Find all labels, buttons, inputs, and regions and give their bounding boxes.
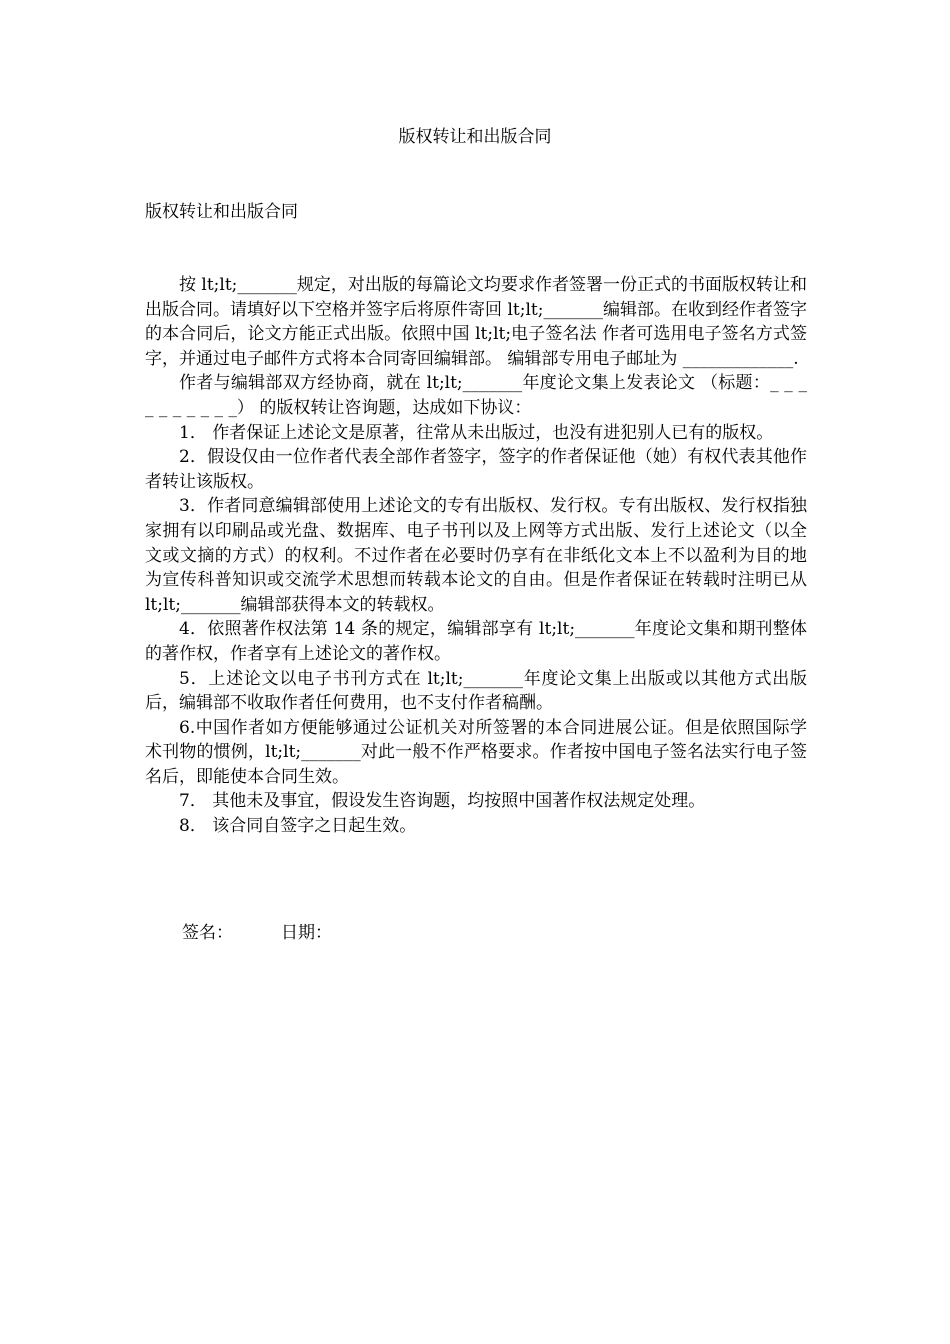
- clause-6: 6.中国作者如方便能够通过公证机关对所签署的本合同进展公证。但是依照国际学术刊物的惯例，lt;lt;_______对此一般不作严格要求。作者按中国电子签名法实行电子签名后，即能使本合同生效。: [145, 717, 807, 787]
- document-title: 版权转让和出版合同: [398, 127, 552, 147]
- document-body: [145, 273, 807, 839]
- clause-7: 7． 其他未及事宜，假设发生咨询题，均按照中国著作权法规定处理。: [179, 791, 706, 812]
- clause-3: 3．作者同意编辑部使用上述论文的专有出版权、发行权。专有出版权、发行权指独家拥有以印刷品或光盘、数据库、电子书刊以及上网等方式出版、发行上述论文（以全文或文摘的方式）的权利。不过作者在必要时仍享有在非纸化文本上不以盈利为目的地为宣传科普知识或交流学术思想而转载本论文的自由。但是作者保证在转载时注明已从 lt;lt;_______编辑部获得本文的转载权。: [145, 496, 807, 615]
- date-label: 日期：: [281, 923, 332, 943]
- clause-1: 1． 作者保证上述论文是原著，往常从未出版过，也没有进犯别人已有的版权。: [179, 422, 774, 443]
- paragraph-intro: 按 lt;lt;_______规定，对出版的每篇论文均要求作者签署一份正式的书面版权转让和出版合同。请填好以下空格并签字后将原件寄回 lt;lt;_______编辑部。在收到经作者签字的本合同后，论文方能正式出版。依照中国 lt;lt;电子签名法 作者可选用电子签名方式签字，并通过电子邮件方式将本合同寄回编辑部。 编辑部专用电子邮址为 _____________.: [145, 275, 807, 369]
- signature-label: 签名：: [182, 923, 233, 943]
- signature-line: [182, 921, 332, 945]
- clause-5: 5．上述论文以电子书刊方式在 lt;lt;_______年度论文集上出版或以其他方式出版后，编辑部不收取作者任何费用，也不支付作者稿酬。: [145, 668, 807, 714]
- clause-2: 2．假设仅由一位作者代表全部作者签字，签字的作者保证他（她）有权代表其他作者转让该版权。: [145, 447, 807, 492]
- clause-8: 8． 该合同自签字之日起生效。: [179, 816, 417, 837]
- clause-4: 4．依照著作权法第 14 条的规定，编辑部享有 lt;lt;_______年度论文集和期刊整体的著作权，作者享有上述论文的著作权。: [145, 619, 807, 664]
- document-subtitle: 版权转让和出版合同: [145, 202, 298, 222]
- paragraph-agreement: 作者与编辑部双方经协商，就在 lt;lt;_______年度论文集上发表论文 （标题：_ _ _ _ _ _ _ _ _ _） 的版权转让咨询题，达成如下协议：: [145, 373, 807, 418]
